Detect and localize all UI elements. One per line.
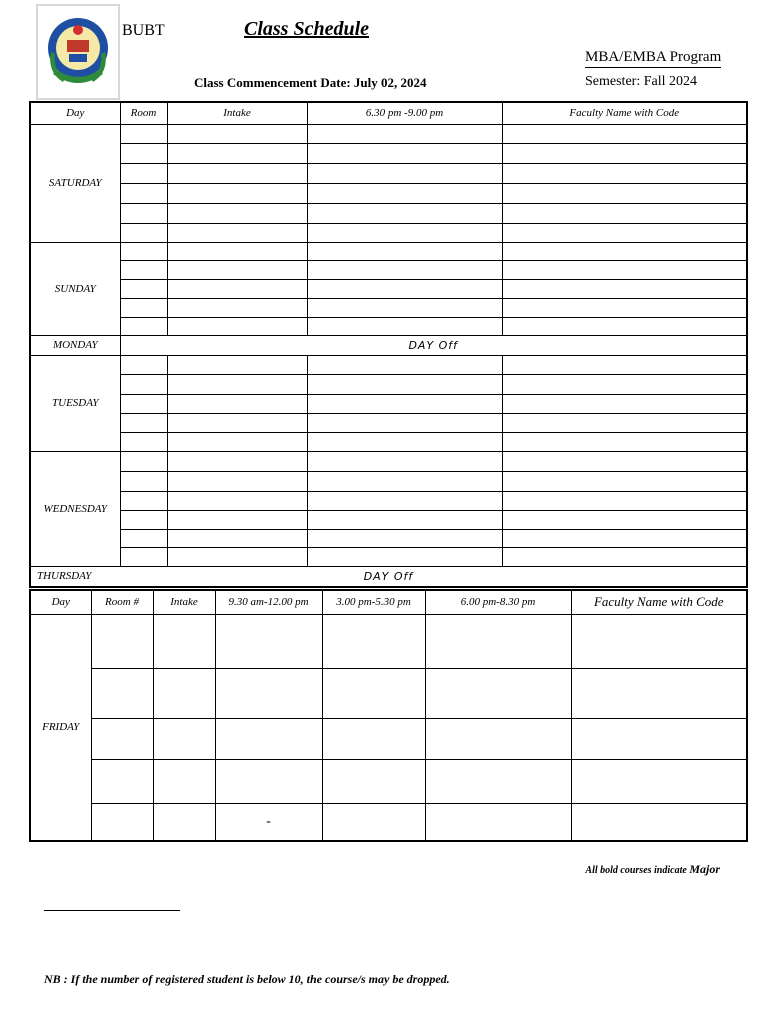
cell: [307, 223, 502, 242]
cell: [322, 668, 425, 718]
cell: [425, 718, 571, 759]
commencement-date: Class Commencement Date: July 02, 2024: [194, 75, 427, 90]
cell: [167, 163, 307, 183]
cell: [307, 355, 502, 374]
cell: [167, 298, 307, 317]
table-row: [30, 491, 747, 510]
cell: [120, 491, 167, 510]
cell: [307, 510, 502, 529]
cell: [215, 668, 322, 718]
cell: [307, 491, 502, 510]
table-row: [30, 566, 747, 587]
cell: [215, 718, 322, 759]
cell: [91, 668, 153, 718]
cell: [120, 163, 167, 183]
cell: [502, 242, 747, 260]
cell: [571, 803, 747, 841]
cell: [322, 803, 425, 841]
cell: [502, 355, 747, 374]
cell: [167, 394, 307, 413]
table-row: [30, 335, 747, 355]
cell: [307, 471, 502, 491]
cell: [307, 260, 502, 279]
cell: [120, 317, 167, 335]
cell: [307, 529, 502, 547]
cell: [91, 718, 153, 759]
friday-schedule-table: [29, 589, 748, 842]
cell: [502, 432, 747, 451]
major-note-text: All bold courses indicate: [585, 865, 687, 876]
cell: [120, 124, 167, 143]
table-row: [30, 803, 747, 841]
cell: [425, 803, 571, 841]
cell: [502, 413, 747, 432]
cell: [502, 163, 747, 183]
table-row: [30, 124, 747, 143]
cell: [167, 203, 307, 223]
table-row: [30, 203, 747, 223]
cell: [571, 718, 747, 759]
day-monday: MONDAY: [30, 335, 120, 355]
cell: [167, 260, 307, 279]
cell: [307, 124, 502, 143]
col-header-intake: Intake: [153, 590, 215, 614]
cell: [502, 124, 747, 143]
cell: [502, 279, 747, 298]
col-header-day: Day: [30, 590, 91, 614]
cell: [167, 124, 307, 143]
cell: [120, 432, 167, 451]
page-title: Class Schedule: [244, 18, 370, 40]
cell: [153, 668, 215, 718]
cell: [502, 374, 747, 394]
table-row: [30, 394, 747, 413]
cell: [167, 242, 307, 260]
cell: [91, 614, 153, 668]
cell: [215, 614, 322, 668]
cell: [167, 279, 307, 298]
col-header-faculty: Faculty Name with Code: [571, 590, 747, 614]
table-row: [30, 529, 747, 547]
cell: [307, 242, 502, 260]
cell: [571, 614, 747, 668]
table-row: [30, 242, 747, 260]
cell: [91, 803, 153, 841]
cell: [322, 614, 425, 668]
cell: [167, 183, 307, 203]
cell: [322, 718, 425, 759]
cell: [502, 298, 747, 317]
cell: [502, 547, 747, 566]
cell: [167, 355, 307, 374]
thursday-row: [30, 566, 747, 587]
cell: [167, 529, 307, 547]
cell: [153, 759, 215, 803]
table-row: [30, 260, 747, 279]
cell: [307, 317, 502, 335]
cell: [502, 203, 747, 223]
cell: [120, 183, 167, 203]
signature-line: [44, 910, 180, 911]
col-header-slot1: 9.30 am-12.00 pm: [215, 590, 322, 614]
col-header-faculty: Faculty Name with Code: [502, 102, 747, 124]
cell: [215, 759, 322, 803]
weekday-schedule-table: [29, 101, 748, 588]
table-row: [30, 143, 747, 163]
cell: [307, 374, 502, 394]
cell: [307, 547, 502, 566]
table-row: [30, 355, 747, 374]
dash-cell: -: [215, 803, 322, 841]
cell: [167, 413, 307, 432]
table-row: [30, 374, 747, 394]
cell: [120, 471, 167, 491]
cell: [120, 413, 167, 432]
cell: [571, 668, 747, 718]
table-row: [30, 668, 747, 718]
cell: [153, 803, 215, 841]
cell: [167, 491, 307, 510]
table-row: [30, 432, 747, 451]
thursday-day-off: DAY Off: [363, 569, 414, 583]
day-wednesday: WEDNESDAY: [30, 451, 120, 566]
table-row: [30, 718, 747, 759]
cell: [167, 374, 307, 394]
col-header-intake: Intake: [167, 102, 307, 124]
cell: [307, 183, 502, 203]
cell: [502, 471, 747, 491]
cell: [120, 298, 167, 317]
cell: [167, 432, 307, 451]
cell: [322, 759, 425, 803]
cell: [502, 183, 747, 203]
table-row: [30, 183, 747, 203]
cell: [167, 143, 307, 163]
header-row: [30, 102, 747, 124]
cell: [153, 718, 215, 759]
nb-note: NB : If the number of registered student is below 10, the course/s may be dropped.: [44, 972, 450, 986]
table-row: [30, 163, 747, 183]
cell: [120, 242, 167, 260]
major-word: Major: [689, 862, 720, 876]
cell: [307, 451, 502, 471]
bubt-logo: [36, 4, 120, 100]
col-header-time: 6.30 pm -9.00 pm: [307, 102, 502, 124]
semester: Semester: Fall 2024: [585, 74, 697, 89]
table-row: [30, 510, 747, 529]
cell: [120, 355, 167, 374]
cell: [502, 317, 747, 335]
cell: [502, 491, 747, 510]
table-row: [30, 451, 747, 471]
table-row: [30, 298, 747, 317]
table-row: [30, 317, 747, 335]
cell: [571, 759, 747, 803]
cell: [307, 394, 502, 413]
org-name: BUBT: [122, 22, 165, 39]
cell: [167, 451, 307, 471]
table-row: [30, 279, 747, 298]
cell: [167, 510, 307, 529]
cell: [91, 759, 153, 803]
cell: [425, 614, 571, 668]
cell: [307, 432, 502, 451]
cell: [502, 451, 747, 471]
major-note: [585, 862, 720, 877]
program-name: MBA/EMBA Program: [585, 49, 721, 68]
col-header-room: Room #: [91, 590, 153, 614]
university-seal-icon: [43, 12, 113, 92]
cell: [307, 413, 502, 432]
day-thursday: THURSDAY: [37, 569, 92, 582]
cell: [502, 394, 747, 413]
cell: [307, 279, 502, 298]
cell: [120, 260, 167, 279]
monday-day-off: DAY Off: [120, 335, 747, 355]
cell: [167, 471, 307, 491]
cell: [502, 143, 747, 163]
day-tuesday: TUESDAY: [30, 355, 120, 451]
cell: [120, 223, 167, 242]
cell: [502, 260, 747, 279]
table-row: [30, 223, 747, 242]
cell: [120, 394, 167, 413]
cell: [307, 143, 502, 163]
table-row: [30, 471, 747, 491]
cell: [120, 279, 167, 298]
cell: [307, 203, 502, 223]
table-row: [30, 413, 747, 432]
cell: [502, 529, 747, 547]
cell: [502, 510, 747, 529]
cell: [120, 529, 167, 547]
cell: [167, 547, 307, 566]
cell: [167, 223, 307, 242]
cell: [120, 510, 167, 529]
cell: [502, 223, 747, 242]
col-header-slot2: 3.00 pm-5.30 pm: [322, 590, 425, 614]
cell: [425, 759, 571, 803]
cell: [307, 298, 502, 317]
day-sunday: SUNDAY: [30, 242, 120, 335]
cell: [120, 451, 167, 471]
table-row: [30, 614, 747, 668]
cell: [120, 143, 167, 163]
col-header-slot3: 6.00 pm-8.30 pm: [425, 590, 571, 614]
cell: [167, 317, 307, 335]
col-header-room: Room: [120, 102, 167, 124]
cell: [120, 547, 167, 566]
day-saturday: SATURDAY: [30, 124, 120, 242]
cell: [307, 163, 502, 183]
cell: [120, 203, 167, 223]
col-header-day: Day: [30, 102, 120, 124]
cell: [153, 614, 215, 668]
table-row: [30, 547, 747, 566]
cell: [120, 374, 167, 394]
table-row: [30, 759, 747, 803]
day-friday: FRIDAY: [30, 614, 91, 841]
cell: [425, 668, 571, 718]
header-row: [30, 590, 747, 614]
